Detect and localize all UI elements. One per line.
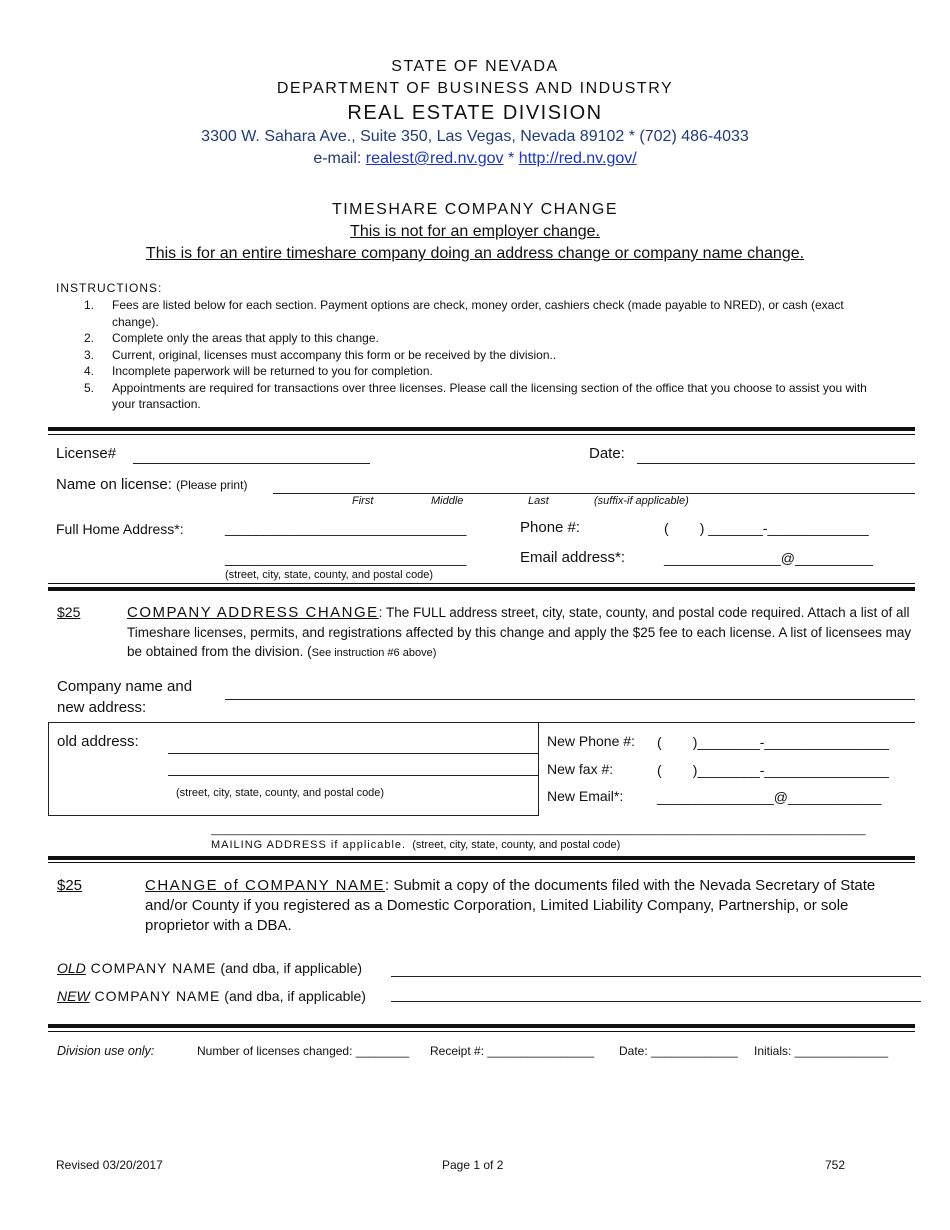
new-contact-top-border <box>538 722 915 723</box>
email-address-field[interactable]: _______________@__________ <box>664 550 873 566</box>
name-change-description: CHANGE of COMPANY NAME: Submit a copy of the documents filed with the Nevada Secretary of State and/or County if you registered as a Domestic Corporation, Limited Liability Company, Partnership, or sole proprietor with a DBA. <box>145 877 876 934</box>
new-phone-field[interactable]: ( )________-________________ <box>657 734 889 750</box>
form-title: TIMESHARE COMPANY CHANGE <box>331 201 619 218</box>
email-link[interactable]: realest@red.nv.gov <box>365 150 504 167</box>
company-new-address-field[interactable] <box>225 699 915 700</box>
company-name-label: Company name and <box>57 678 193 695</box>
revised-date: Revised 03/20/2017 <box>56 1158 163 1172</box>
home-address-field-2[interactable]: _______________________________ <box>225 550 467 566</box>
section-divider <box>48 587 915 591</box>
address-change-description: COMPANY ADDRESS CHANGE: The FULL address street, city, state, county, and postal code required. Attach a list of all Timeshare licenses, permits, and registrations affected by this change and apply the $25 fee to each license. A list of licensees may be obtained from the division. (See instruction #6 above) <box>127 604 912 659</box>
form-number: 752 <box>825 1158 846 1172</box>
mailing-address-label: MAILING ADDRESS if applicable. (street, city, state, county, and postal code) <box>211 839 621 851</box>
section-divider <box>48 1031 915 1032</box>
division-date-field: Date: _____________ <box>619 1044 738 1058</box>
name-on-license-label: Name on license: (Please print) <box>56 476 248 493</box>
name-change-fee: $25 <box>57 877 83 894</box>
box-divider <box>538 722 539 815</box>
section-divider <box>48 856 915 860</box>
old-address-hint: (street, city, state, county, and postal code) <box>176 787 385 799</box>
instruction-item: 2. Complete only the areas that apply to this change. <box>84 331 379 345</box>
website-link[interactable]: http://red.nv.gov/ <box>518 150 637 167</box>
division-use-label: Division use only: <box>57 1044 155 1058</box>
email-label: e-mail: <box>313 150 366 167</box>
home-address-label: Full Home Address*: <box>56 521 184 537</box>
home-address-hint: (street, city, state, county, and postal code) <box>225 569 434 581</box>
section-divider <box>48 434 915 435</box>
suffix-hint: (suffix-if applicable) <box>594 495 689 507</box>
initials-field: Initials: ______________ <box>754 1044 889 1058</box>
header-department: DEPARTMENT OF BUSINESS AND INDUSTRY <box>276 80 674 97</box>
page-number: Page 1 of 2 <box>442 1158 504 1172</box>
name-change-title: CHANGE of COMPANY NAME <box>145 877 385 894</box>
section-divider <box>48 862 915 863</box>
section-divider <box>48 427 915 431</box>
phone-field[interactable]: ( ) _______-_____________ <box>664 520 869 536</box>
date-field[interactable] <box>637 463 915 464</box>
address-change-title: COMPANY ADDRESS CHANGE <box>127 604 379 621</box>
name-on-license-field[interactable] <box>273 493 915 494</box>
header-state: STATE OF NEVADA <box>391 58 559 75</box>
new-email-field[interactable]: _______________@____________ <box>657 789 882 805</box>
new-email-label: New Email*: <box>547 788 624 804</box>
old-address-field-1[interactable] <box>168 753 538 754</box>
header-division: REAL ESTATE DIVISION <box>347 102 603 124</box>
phone-label: Phone #: <box>520 519 581 536</box>
header-contact <box>0 150 950 168</box>
new-company-name-field[interactable] <box>391 1001 921 1002</box>
middle-name-hint: Middle <box>431 495 464 507</box>
section-divider <box>48 1024 915 1028</box>
old-company-name-field[interactable] <box>391 976 921 977</box>
old-address-label: old address: <box>57 733 139 750</box>
header-address: 3300 W. Sahara Ave., Suite 350, Las Vegas, Nevada 89102 * (702) 486-4033 <box>201 128 749 145</box>
email-address-label: Email address*: <box>520 549 626 566</box>
last-name-hint: Last <box>528 495 549 507</box>
new-fax-label: New fax #: <box>547 761 614 777</box>
old-company-name-label: OLD COMPANY NAME (and dba, if applicable) <box>57 960 363 976</box>
instructions-list <box>56 297 882 413</box>
instruction-item: 1. Fees are listed below for each section. Payment options are check, money order, cashiers check (made payable to NRED), or cash (exact change). <box>84 298 844 329</box>
instruction-item: 3. Current, original, licenses must accompany this form or be received by the division.. <box>84 347 557 362</box>
address-change-fee: $25 <box>57 604 81 620</box>
new-fax-field[interactable]: ( )________-________________ <box>657 762 889 778</box>
old-address-field-2[interactable] <box>168 775 538 776</box>
license-field[interactable] <box>133 463 370 464</box>
first-name-hint: First <box>352 495 374 507</box>
home-address-field-1[interactable]: _______________________________ <box>225 520 467 536</box>
date-label: Date: <box>589 445 625 462</box>
contact-separator: * <box>503 150 519 167</box>
instruction-item: 4. Incomplete paperwork will be returned to you for completion. <box>84 364 433 378</box>
mailing-address-field[interactable]: ___________________________________________________________________________________________________________ <box>211 824 866 836</box>
new-phone-label: New Phone #: <box>547 733 635 749</box>
instructions-heading: INSTRUCTIONS: <box>56 281 163 295</box>
new-company-name-label: NEW COMPANY NAME (and dba, if applicable) <box>57 988 366 1004</box>
licenses-changed-field: Number of licenses changed: ________ <box>197 1044 410 1058</box>
section-divider <box>48 583 915 584</box>
form-note-entire-company: This is for an entire timeshare company doing an address change or company name change. <box>145 245 805 262</box>
receipt-field: Receipt #: ________________ <box>430 1044 595 1058</box>
instruction-item: 5. Appointments are required for transactions over three licenses. Please call the licensing section of the office that you choose to assist you with your transaction. <box>84 380 867 411</box>
form-note-employer: This is not for an employer change. <box>350 223 600 240</box>
new-address-label: new address: <box>57 699 147 716</box>
license-label: License# <box>56 445 117 462</box>
